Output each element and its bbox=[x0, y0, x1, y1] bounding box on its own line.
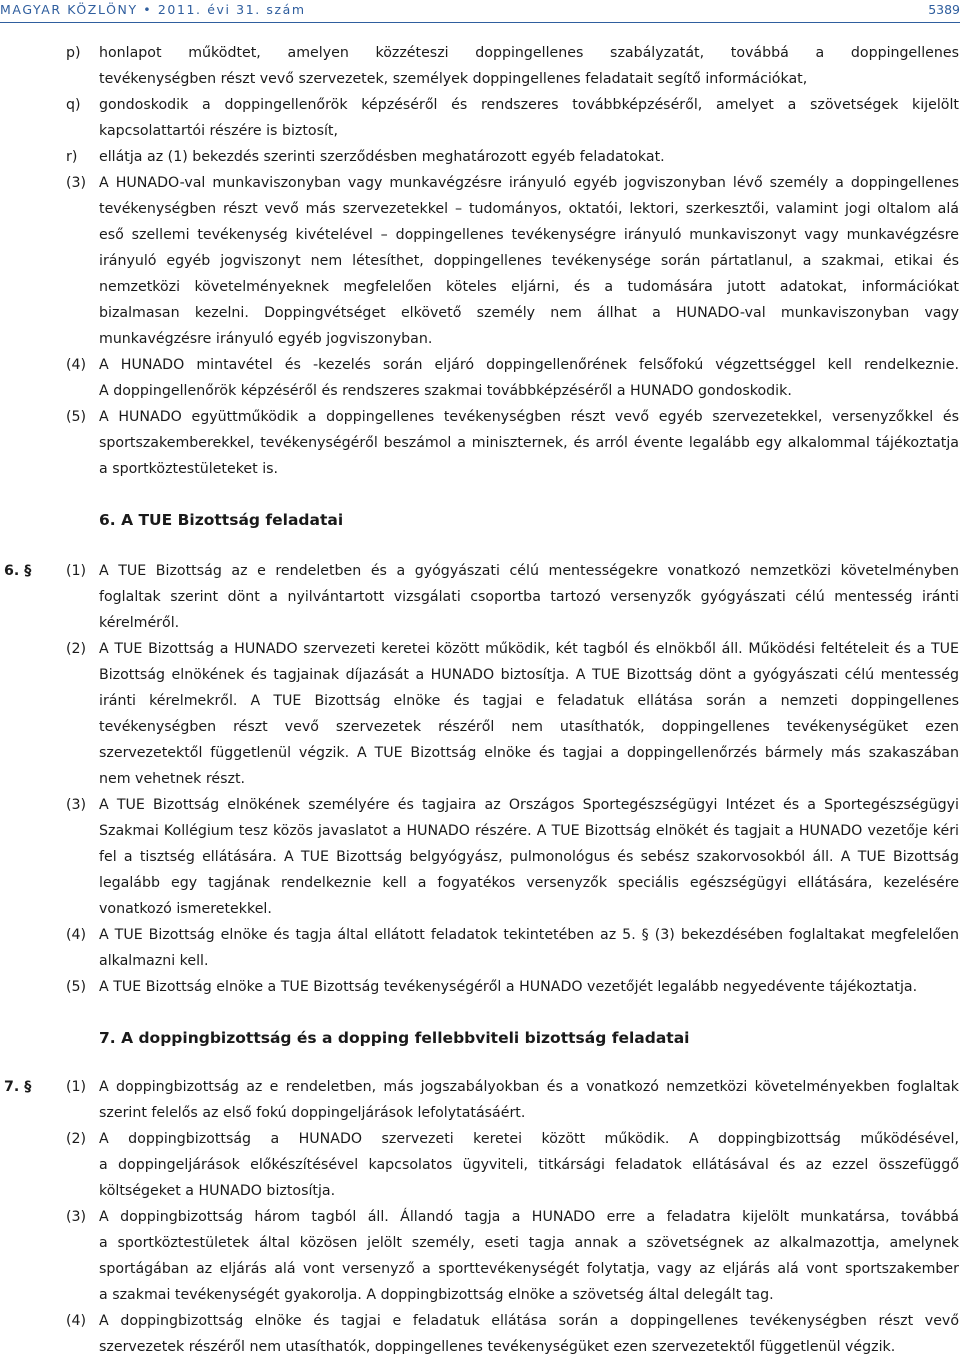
issue-date: 2011. évi 31. szám bbox=[157, 2, 306, 17]
paragraph-label: (2) bbox=[66, 1131, 87, 1147]
text-line: alkalmazni kell. bbox=[99, 953, 209, 969]
paragraph bbox=[0, 352, 960, 378]
text-line: tevékenységben részt vevő szervezetek, személyek doppingellenes feladatait segítő információkat, bbox=[99, 71, 808, 87]
list-item bbox=[0, 40, 960, 66]
paragraph bbox=[0, 1204, 960, 1230]
text-line: A doppingbizottság a HUNADO szervezeti keretei között működik. A doppingbizottság működésével, bbox=[99, 1131, 959, 1147]
text-line: tevékenységben részt vevő más szervezetekkel – tudományos, oktatói, lektori, szerkesztői, valamint jogi oltalom alá bbox=[99, 201, 959, 217]
page-number: 5389 bbox=[928, 2, 960, 17]
text-line: költségeket a HUNADO biztosítja. bbox=[99, 1183, 336, 1199]
text-line: munkavégzésre irányuló egyéb jogviszonyban. bbox=[99, 331, 433, 347]
text-line: nem vehetnek részt. bbox=[99, 771, 246, 787]
text-line bbox=[0, 66, 960, 92]
text-line: A HUNADO mintavétel és -kezelés során eljáró doppingellenőrének felsőfokú végzettséggel kell rendelkeznie. bbox=[99, 357, 959, 373]
section-number: 6. § bbox=[4, 563, 32, 579]
paragraph bbox=[0, 170, 960, 196]
text-line: sportágában az eljárás alá vont versenyző a sporttevékenységét folytatja, vagy az eljárás alá vont sportszakember bbox=[99, 1261, 959, 1277]
text-line: A TUE Bizottság az e rendeletben és a gyógyászati célú mentességekre vonatkozó nemzetközi követelményben bbox=[99, 563, 959, 579]
paragraph bbox=[0, 1126, 960, 1152]
paragraph-label: (1) bbox=[66, 1079, 87, 1095]
item-label: p) bbox=[66, 45, 81, 61]
text-line: foglaltak szerint dönt a nyilvántartott vizsgálati csoportba tartozó versenyzők gyógyászati célú mentesség iránti bbox=[99, 589, 959, 605]
item-label: q) bbox=[66, 97, 81, 113]
text-line: A HUNADO-val munkaviszonyban vagy munkavégzésre irányuló egyéb jogviszonyban lévő személy a doppingellenes bbox=[99, 175, 959, 191]
paragraph-label: (2) bbox=[66, 641, 87, 657]
paragraph-label: (4) bbox=[66, 357, 87, 373]
text-line: a szakmai tevékenységét gyakorolja. A doppingbizottság elnöke a szövetség által delegált tag. bbox=[99, 1287, 774, 1303]
text-line: Szakmai Kollégium tesz közös javaslatot a HUNADO részére. A TUE Bizottság elnökét és tagjait a HUNADO vezetője kéri bbox=[99, 823, 959, 839]
paragraph-label: (5) bbox=[66, 979, 87, 995]
paragraph bbox=[0, 922, 960, 948]
paragraph-label: (3) bbox=[66, 175, 87, 191]
text-line: kapcsolattartói részére is biztosít, bbox=[99, 123, 338, 139]
paragraph bbox=[0, 404, 960, 430]
paragraph bbox=[0, 1074, 960, 1100]
list-item bbox=[0, 92, 960, 118]
journal-name: MAGYAR KÖZLÖNY bbox=[0, 2, 138, 17]
paragraph bbox=[0, 974, 960, 1000]
section-heading bbox=[0, 507, 960, 533]
text-line: a sportköztestületeket is. bbox=[99, 461, 279, 477]
paragraph-label: (3) bbox=[66, 1209, 87, 1225]
text-line: szerint felelős az első fokú doppingeljárások lefolytatásáért. bbox=[99, 1105, 526, 1121]
text-line: szervezetektől függetlenül végzik. A TUE Bizottság elnöke és tagjai a doppingellenőrzés bármely más szakaszában bbox=[99, 745, 959, 761]
text-line: fel a tisztség ellátására. A TUE Bizottság belgyógyász, pulmonológus és sebész szakorvosokból áll. A TUE Bizottság bbox=[99, 849, 959, 865]
heading-7: 7. A doppingbizottság és a dopping fellebbviteli bizottság feladatai bbox=[99, 1029, 690, 1047]
text-line: gondoskodik a doppingellenőrök képzéséről és rendszeres továbbképzéséről, amelyet a szövetségek kijelölt bbox=[99, 97, 959, 113]
heading-6: 6. A TUE Bizottság feladatai bbox=[99, 511, 344, 529]
paragraph bbox=[0, 636, 960, 662]
text-line: A TUE Bizottság elnökének személyére és tagjaira az Országos Sportegészségügyi Intézet és a Sportegészségügyi bbox=[99, 797, 959, 813]
paragraph bbox=[0, 558, 960, 584]
paragraph-label: (4) bbox=[66, 1313, 87, 1329]
paragraph bbox=[0, 1308, 960, 1334]
text-line: A TUE Bizottság a HUNADO szervezeti keretei között működik, két tagból és elnökből áll. Működési feltételeit és a TUE bbox=[99, 641, 959, 657]
paragraph-label: (4) bbox=[66, 927, 87, 943]
text-line: bizalmasan kezelni. Doppingvétséget elkövető személy nem állhat a HUNADO-val munkaviszonyban vagy bbox=[99, 305, 959, 321]
page-header bbox=[0, 2, 960, 20]
text-line: nemzetközi követelményeknek megfelelően köteles eljárni, és a tudomására jutott adatokat, információkat bbox=[99, 279, 959, 295]
text-line: Bizottság elnökének és tagjainak díjazását a HUNADO biztosítja. A TUE Bizottság dönt a gyógyászati célú mentesség bbox=[99, 667, 959, 683]
paragraph bbox=[0, 792, 960, 818]
text-line: A HUNADO együttműködik a doppingellenes tevékenységben részt vevő egyéb szervezetekkel, versenyzőkkel és bbox=[99, 409, 959, 425]
text-line: A doppingbizottság elnöke és tagjai e feladatuk ellátása során a doppingellenes tevékenységben részt vevő bbox=[99, 1313, 959, 1329]
text-line: legalább egy tagjának rendelkeznie kell a fogyatékos versenyzők speciális egészségügyi ellátására, kezelésére bbox=[99, 875, 959, 891]
text-line: ellátja az (1) bekezdés szerinti szerződésben meghatározott egyéb feladatokat. bbox=[99, 149, 665, 165]
text-line: a doppingeljárások előkészítésével kapcsolatos ügyviteli, titkársági feladatok ellátásával és az ezzel összefüggő bbox=[99, 1157, 959, 1173]
text-line: tevékenységben részt vevő szervezetek részéről nem utasíthatók, doppingellenes tevékenységüket ezen bbox=[99, 719, 959, 735]
text-line: A TUE Bizottság elnöke a TUE Bizottság tevékenységéről a HUNADO vezetőjét legalább negyedévente tájékoztatja. bbox=[99, 979, 918, 995]
text-line bbox=[0, 118, 960, 144]
section-heading bbox=[0, 1025, 960, 1051]
text-line: a sportköztestületek által közösen jelölt személy, eseti tagja annak a szövetségnek az alkalmazottja, amelynek bbox=[99, 1235, 959, 1251]
item-label: r) bbox=[66, 149, 78, 165]
text-line: kérelméről. bbox=[99, 615, 180, 631]
text-line: szervezetek részéről nem utasíthatók, doppingellenes tevékenységüket ezen szervezetektől függetlenül végzik. bbox=[99, 1339, 896, 1355]
paragraph-label: (5) bbox=[66, 409, 87, 425]
text-line: honlapot működtet, amelyen közzéteszi doppingellenes szabályzatát, továbbá a doppingellenes bbox=[99, 45, 959, 61]
journal-title: MAGYAR KÖZLÖNY • 2011. évi 31. szám bbox=[0, 2, 306, 17]
list-item bbox=[0, 144, 960, 170]
text-line: A TUE Bizottság elnöke és tagja által ellátott feladatok tekintetében az 5. § (3) bekezdésében foglaltakat megfelelően bbox=[99, 927, 959, 943]
text-line: A doppingbizottság az e rendeletben, más jogszabályokban és a vonatkozó nemzetközi követelményekben foglaltak bbox=[99, 1079, 959, 1095]
text-line: sportszakemberekkel, tevékenységéről beszámol a miniszternek, és arról évente legalább egy alkalommal tájékoztatja bbox=[99, 435, 959, 451]
text-line: iránti kérelmekről. A TUE Bizottság elnöke és tagjai e feladatuk ellátása során a nemzeti doppingellenes bbox=[99, 693, 959, 709]
text-line: A doppingbizottság három tagból áll. Állandó tagja a HUNADO erre a feladatra kijelölt munkatársa, továbbá bbox=[99, 1209, 959, 1225]
text-line: A doppingellenőrök képzéséről és rendszeres szakmai továbbképzéséről a HUNADO gondoskodik. bbox=[99, 383, 792, 399]
paragraph-label: (1) bbox=[66, 563, 87, 579]
paragraph-label: (3) bbox=[66, 797, 87, 813]
text-line: eső szellemi tevékenység kivételével – doppingellenes tevékenységre irányuló munkaviszonyt vagy munkavégzésre bbox=[99, 227, 959, 243]
text-line: vonatkozó ismeretekkel. bbox=[99, 901, 272, 917]
header-rule bbox=[0, 22, 960, 23]
section-number: 7. § bbox=[4, 1079, 32, 1095]
text-line: irányuló egyéb jogviszonyt nem létesíthet, doppingellenes tevékenysége során pártatlanul, a szakmai, etikai és bbox=[99, 253, 959, 269]
